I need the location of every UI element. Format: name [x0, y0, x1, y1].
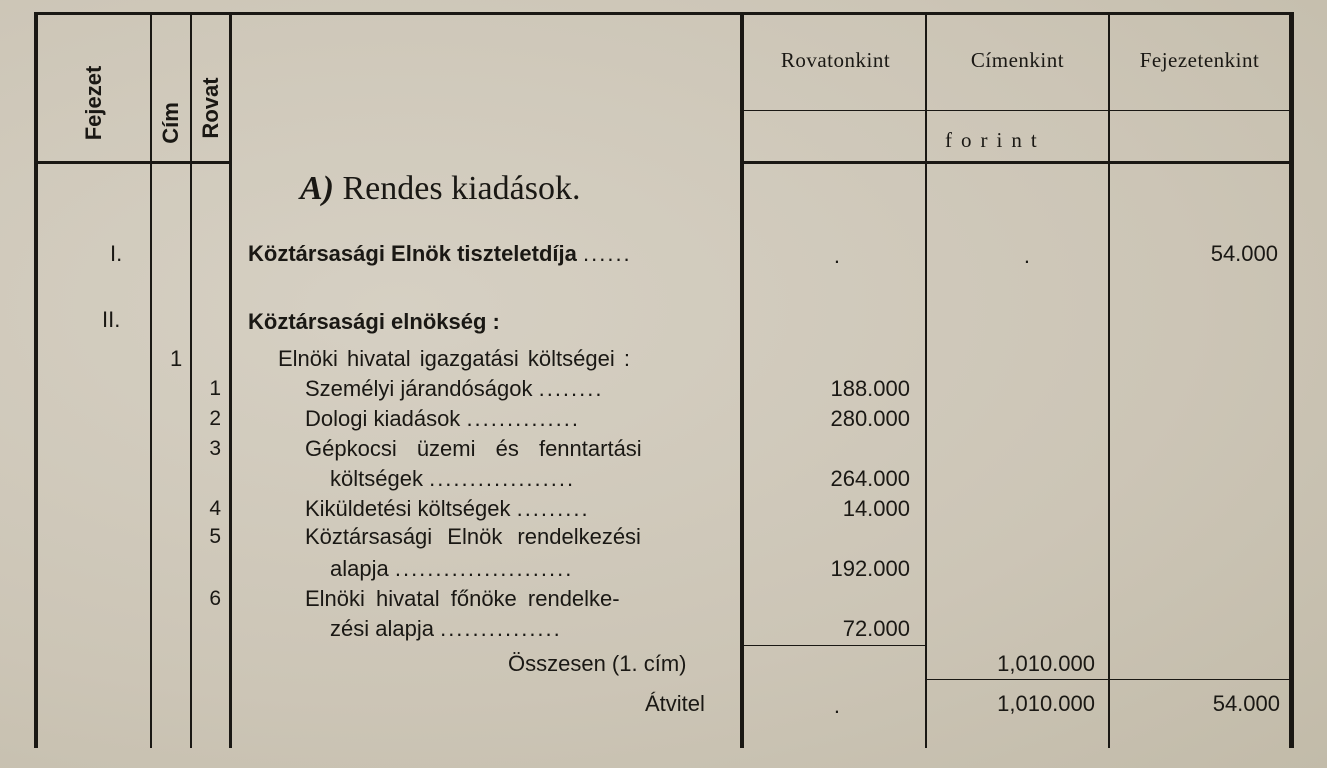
rovat-value: 280.000 [830, 406, 910, 431]
chapter-number: II. [102, 307, 121, 332]
cim-number: 1 [170, 346, 183, 371]
frame-right-rule [1289, 14, 1294, 748]
item-label-text: Kiküldetési költségek [305, 496, 511, 521]
rovat-number: 6 [209, 587, 221, 610]
dot-leader: ......... [516, 496, 590, 521]
header-cim: Cím [158, 102, 183, 144]
item-label: Gépkocsi üzemi és fenntartási [305, 436, 642, 461]
item-label-cont [330, 555, 573, 583]
item-label-text: alapja [330, 556, 389, 581]
rovat-value: 192.000 [830, 556, 910, 581]
dot-leader: ...................... [394, 556, 574, 581]
chapter-title: Köztársasági elnökség : [248, 309, 500, 334]
rovat-number: 5 [209, 525, 221, 548]
carry-cim-value: 1,010.000 [997, 691, 1095, 716]
item-label-text: zési alapja [330, 616, 434, 641]
cim-total-value: 1,010.000 [997, 651, 1095, 676]
rule-rovat-text [229, 14, 232, 748]
rovat-number: 4 [209, 497, 221, 520]
rovat-value: 72.000 [842, 616, 910, 641]
header-rovat: Rovat [198, 77, 223, 139]
item-label-text: költségek [330, 466, 423, 491]
item-label-text: Dologi kiadások [305, 406, 461, 431]
rovat-value: 14.000 [842, 496, 910, 521]
section-title [300, 170, 580, 208]
header-fejezetenkint: Fejezetenkint [1139, 48, 1260, 72]
rovat-sum-rule [744, 645, 925, 646]
fejezet-value: 54.000 [1210, 241, 1278, 266]
rovat-number: 3 [209, 437, 221, 460]
item-label [305, 405, 580, 433]
rovat-value: 188.000 [830, 376, 910, 401]
rule-cimenkint-fejezetenkint [1108, 14, 1110, 748]
item-label-cont [330, 615, 562, 643]
section-title-text: Rendes kiadások. [342, 170, 581, 207]
section-letter: A) [300, 170, 334, 207]
rovat-number: 1 [209, 377, 221, 400]
cim-title: Elnöki hivatal igazgatási költségei : [278, 346, 630, 371]
total-label: Összesen (1. cím) [508, 651, 687, 676]
header-bottom-rule-right [744, 161, 1289, 164]
header-fejezet: Fejezet [81, 65, 106, 141]
rovat-value: 264.000 [830, 466, 910, 491]
frame-left-rule [34, 14, 38, 748]
item-label-cont [330, 465, 575, 493]
header-rovatonkint: Rovatonkint [780, 48, 891, 72]
rovat-value: . [833, 243, 840, 268]
dot-leader: .................. [429, 466, 576, 491]
carry-rule [927, 679, 1289, 680]
carry-fejezet-value: 54.000 [1212, 691, 1280, 716]
item-label: Köztársasági Elnök rendelkezési [305, 524, 641, 549]
item-label [305, 495, 590, 523]
rovat-number: 2 [209, 407, 221, 430]
header-mid-rule [744, 110, 1289, 111]
dot-leader: .............. [466, 406, 581, 431]
dot-leader: ...... [583, 241, 632, 266]
header-cimenkint: Címenkint [970, 48, 1065, 72]
item-label-text: Személyi járandóságok [305, 376, 533, 401]
chapter-title-text: Köztársasági Elnök tiszteletdíja [248, 241, 577, 266]
item-label [305, 375, 604, 403]
frame-top-rule [34, 12, 1294, 15]
item-label: Elnöki hivatal főnöke rendelke- [305, 586, 620, 611]
rule-text-rovatonkint [740, 14, 744, 748]
chapter-number: I. [110, 241, 123, 266]
rule-rovatonkint-cimenkint [925, 14, 927, 748]
dot-leader: ............... [440, 616, 562, 641]
header-unit: forint [945, 128, 1046, 152]
carry-label: Átvitel [645, 691, 705, 716]
rule-fejezet-cim [150, 14, 152, 748]
chapter-title [248, 240, 632, 268]
dot-leader: ........ [538, 376, 604, 401]
cim-value: . [1023, 243, 1030, 268]
carry-rovat-value: . [833, 693, 840, 718]
